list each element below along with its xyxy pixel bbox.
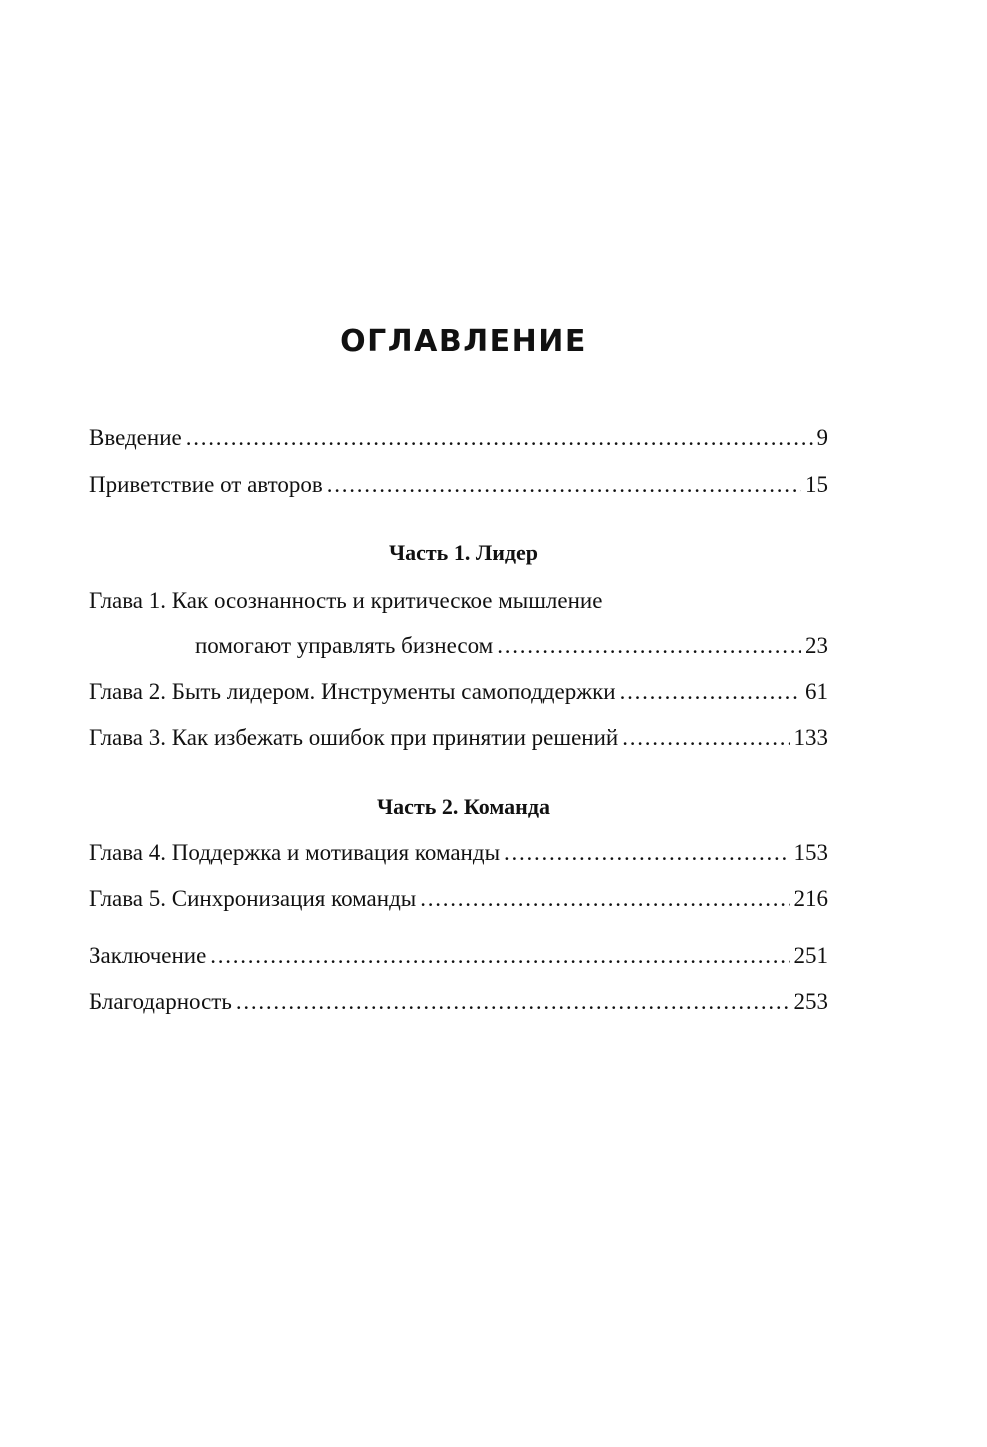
page-title: ОГЛАВЛЕНИЕ xyxy=(340,324,587,359)
toc-entry-label: помогают управлять бизнесом xyxy=(195,633,494,658)
toc-entry-greeting xyxy=(89,468,828,502)
dot-leader xyxy=(327,468,801,502)
dot-leader xyxy=(504,836,789,870)
toc-entry-label: Глава 4. Поддержка и мотивация команды xyxy=(89,840,501,865)
toc-entry-page: 253 xyxy=(793,989,828,1014)
part-heading-2: Часть 2. Команда xyxy=(377,794,550,819)
toc-entry-label: Благодарность xyxy=(89,989,232,1014)
toc-entry-label: Заключение xyxy=(89,943,207,968)
toc-entry-label: Глава 2. Быть лидером. Инструменты самоподдержки xyxy=(89,679,616,704)
toc-entry-page: 133 xyxy=(793,725,828,750)
toc-entry-page: 23 xyxy=(805,633,828,658)
toc-entry-page: 251 xyxy=(793,943,828,968)
dot-leader xyxy=(210,939,789,973)
toc-entry-page: 153 xyxy=(793,840,828,865)
dot-leader xyxy=(236,985,790,1019)
dot-leader xyxy=(420,882,789,916)
toc-entry-chapter-3 xyxy=(89,721,828,755)
toc-entry-label: Глава 5. Синхронизация команды xyxy=(89,886,417,911)
toc-entry-acknowledgements xyxy=(89,985,828,1019)
toc-entry-chapter-2 xyxy=(89,675,828,709)
toc-entry-label: Приветствие от авторов xyxy=(89,472,323,497)
toc-entry-label: Введение xyxy=(89,425,182,450)
toc-entry-label: Глава 3. Как избежать ошибок при принятии решений xyxy=(89,725,619,750)
toc-entry-conclusion xyxy=(89,939,828,973)
toc-entry-page: 15 xyxy=(805,472,828,497)
toc-entry-chapter-1-line1: Глава 1. Как осознанность и критическое мышление xyxy=(89,588,603,613)
part-heading-1: Часть 1. Лидер xyxy=(388,540,539,565)
dot-leader xyxy=(620,675,801,709)
toc-entry-chapter-5 xyxy=(89,882,828,916)
dot-leader xyxy=(622,721,789,755)
dot-leader xyxy=(186,421,813,455)
dot-leader xyxy=(497,629,801,663)
toc-entry-chapter-4 xyxy=(89,836,828,870)
toc-entry-page: 216 xyxy=(793,886,828,911)
toc-entry-page: 9 xyxy=(816,425,828,450)
toc-entry-introduction xyxy=(89,421,828,455)
toc-entry-chapter-1 xyxy=(195,629,828,663)
toc-entry-page: 61 xyxy=(805,679,828,704)
